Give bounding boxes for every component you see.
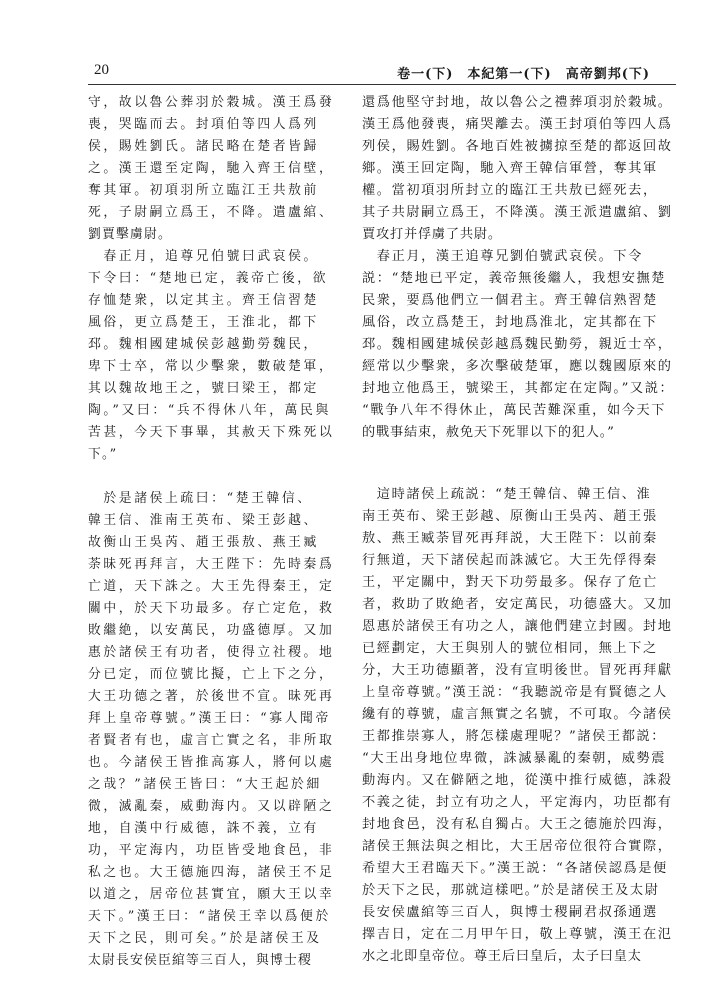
text-line: 死，子尉嗣立爲王，不降。遣盧綰、 bbox=[88, 205, 335, 220]
text-line: 鄉。漢王回定陶，馳入齊王韓信軍營，奪其軍 bbox=[362, 161, 658, 176]
text-line: 賈攻打并俘虜了共尉。 bbox=[362, 227, 502, 242]
classical-text-column bbox=[88, 92, 346, 972]
text-line: 春正月，追尊兄伯號曰武哀侯。 bbox=[88, 249, 319, 264]
text-line: 封地立他爲王，號梁王，其都定在定陶。”又説： bbox=[362, 381, 675, 396]
text-line: 漢王爲他發喪，痛哭離去。漢王封項伯等四人爲 bbox=[362, 117, 673, 132]
paragraph-gap bbox=[362, 444, 678, 484]
text-line: 故衡山王吳芮、趙王張敖、燕王臧 bbox=[88, 535, 319, 550]
text-line: 者，救助了敗絶者，安定萬民，功德盛大。又加 bbox=[362, 597, 673, 612]
text-line: 不義之徒，封立有功之人，平定海内，功臣都有 bbox=[362, 795, 673, 810]
translation-paragraph-2 bbox=[362, 246, 678, 444]
text-line: 惠於諸侯王有功者，使得立社稷。地 bbox=[88, 645, 335, 660]
text-line: 其子共尉嗣立爲王，不降漢。漢王派遣盧綰、劉 bbox=[362, 205, 673, 220]
text-line: 大王功德之著，於後世不宣。昧死再 bbox=[88, 689, 335, 704]
text-line: 還爲他堅守封地，故以魯公之禮葬項羽於穀城。 bbox=[362, 95, 673, 110]
text-line: 以道之，居帝位甚實宜，願大王以幸 bbox=[88, 887, 335, 902]
text-line: 苦甚，今天下事畢，其赦天下殊死以 bbox=[88, 425, 335, 440]
text-line: 地，自漢中行威德，誅不義，立有 bbox=[88, 821, 319, 836]
text-line: 王都推崇寡人，將怎樣處理呢？”諸侯王都説： bbox=[362, 729, 667, 744]
text-line: 行無道，天下諸侯起而誅滅它。大王先俘得秦 bbox=[362, 553, 658, 568]
text-line: 微，滅亂秦，威動海内。又以辟陋之 bbox=[88, 799, 335, 814]
text-line: 經常以少擊衆，多次擊破楚軍，應以魏國原來的 bbox=[362, 359, 673, 374]
text-line: 恩惠於諸侯王有功之人，讓他們建立封國。封地 bbox=[362, 619, 673, 634]
text-line: 封地食邑，没有私自獨占。大王之德施於四海， bbox=[362, 817, 673, 832]
running-title: 卷一(下) 本紀第一(下) 高帝劉邦(下) bbox=[397, 67, 650, 82]
text-line: “戰争八年不得休止，萬民苦難深重，如今天下 bbox=[362, 403, 667, 418]
classical-paragraph-2 bbox=[88, 246, 346, 466]
text-line: 分，大王功德顯著，没有宣明後世。冒死再拜獻 bbox=[362, 663, 673, 678]
translation-column bbox=[362, 92, 678, 968]
text-line: 侯，賜姓劉氏。諸民略在楚者皆歸 bbox=[88, 139, 319, 154]
text-line: 於天下之民，那就這樣吧。”於是諸侯王及太尉 bbox=[362, 883, 660, 898]
text-line: 荼昧死再拜言，大王陛下：先時秦爲 bbox=[88, 557, 335, 572]
text-line: 之。漢王還至定陶，馳入齊王信壁， bbox=[88, 161, 335, 176]
text-line: 守，故以魯公葬羽於穀城。漢王爲發 bbox=[88, 95, 335, 110]
text-line: 太尉長安侯臣綰等三百人，與博士稷 bbox=[88, 953, 312, 968]
text-line: 喪，哭臨而去。封項伯等四人爲列 bbox=[88, 117, 319, 132]
text-line: 長安侯盧綰等三百人，與博士稷嗣君叔孫通選 bbox=[362, 905, 658, 920]
text-line: 已經劃定，大王與别人的號位相同，無上下之 bbox=[362, 641, 658, 656]
text-line: 於是諸侯上疏曰：“楚王韓信、 bbox=[88, 491, 313, 506]
paragraph-gap bbox=[88, 466, 346, 488]
text-line: 奪其軍。初項羽所立臨江王共敖前 bbox=[88, 183, 319, 198]
text-line: 劉賈擊虜尉。 bbox=[88, 227, 172, 242]
text-line: 之哉？”諸侯王皆曰：“大王起於細 bbox=[88, 777, 322, 792]
text-line: 春正月，漢王追尊兄劉伯號武哀侯。下令 bbox=[362, 249, 643, 264]
text-line: 上皇帝尊號。”漢王説：“我聽説帝是有賢德之人 bbox=[362, 685, 668, 700]
text-line: 動海内。又在僻陋之地，從漢中推行威德，誅殺 bbox=[362, 773, 673, 788]
text-line: 纔有的尊號，虛言無實之名號，不可取。今諸侯 bbox=[362, 707, 673, 722]
text-line: 者賢者有也，虛言亡實之名，非所取 bbox=[88, 733, 335, 748]
text-line: “大王出身地位卑微，誅滅暴亂的秦朝，威勢震 bbox=[362, 751, 667, 766]
text-line: 列侯，賜姓劉。各地百姓被擄掠至楚的都返回故 bbox=[362, 139, 673, 154]
text-line: 説：“楚地已平定，義帝無後繼人，我想安撫楚 bbox=[362, 271, 667, 286]
text-line: 拜上皇帝尊號。”漢王曰：“寡人聞帝 bbox=[88, 711, 331, 726]
text-line: 敖、燕王臧荼冒死再拜説，大王陛下：以前秦 bbox=[362, 531, 658, 546]
text-line: 天下。”漢王曰：“諸侯王幸以爲便於 bbox=[88, 909, 331, 924]
text-line: 王，平定關中，對天下功勞最多。保存了危亡 bbox=[362, 575, 658, 590]
text-line: 這時諸侯上疏説：“楚王韓信、韓王信、淮 bbox=[362, 487, 652, 502]
text-line: 南王英布、梁王彭越、原衡山王吳芮、趙王張 bbox=[362, 509, 658, 524]
page-number: 20 bbox=[94, 62, 109, 78]
text-line: 民衆，要爲他們立一個君主。齊王韓信熟習楚 bbox=[362, 293, 658, 308]
translation-paragraph-3 bbox=[362, 484, 678, 968]
text-line: 天下之民，則可矣。”於是諸侯王及 bbox=[88, 931, 322, 946]
classical-paragraph-1 bbox=[88, 92, 346, 246]
text-line: 私之也。大王德施四海，諸侯王不足 bbox=[88, 865, 335, 880]
text-line: 分已定，而位號比擬，亡上下之分， bbox=[88, 667, 335, 682]
text-line: 卑下士卒，常以少擊衆，數破楚軍， bbox=[88, 359, 335, 374]
text-line: 功，平定海内，功臣皆受地食邑，非 bbox=[88, 843, 335, 858]
text-line: 韓王信、淮南王英布、梁王彭越、 bbox=[88, 513, 319, 528]
text-line: 邳。魏相國建城侯彭越爲魏民勤勞，親近士卒， bbox=[362, 337, 673, 352]
header-rule bbox=[88, 84, 676, 85]
running-header bbox=[88, 62, 678, 84]
text-line: 水之北即皇帝位。尊王后曰皇后，太子曰皇太 bbox=[362, 949, 642, 964]
text-line: 其以魏故地王之，號曰梁王，都定 bbox=[88, 381, 319, 396]
text-line: 敗繼絶，以安萬民，功盛德厚。又加 bbox=[88, 623, 335, 638]
text-line: 存恤楚衆，以定其主。齊王信習楚 bbox=[88, 293, 319, 308]
text-line: 諸侯王無法與之相比，大王居帝位很符合實際， bbox=[362, 839, 673, 854]
text-line: 邳。魏相國建城侯彭越勤勞魏民， bbox=[88, 337, 319, 352]
classical-paragraph-3 bbox=[88, 488, 346, 972]
text-line: 下令曰：“楚地已定，義帝亡後，欲 bbox=[88, 271, 329, 286]
text-line: 也。今諸侯王皆推高寡人，將何以處 bbox=[88, 755, 335, 770]
text-line: 風俗，改立爲楚王，封地爲淮北，定其都在下 bbox=[362, 315, 658, 330]
text-line: 權。當初項羽所封立的臨江王共敖已經死去， bbox=[362, 183, 658, 198]
text-line: 希望大王君臨天下。”漢王説：“各諸侯認爲是便 bbox=[362, 861, 668, 876]
text-line: 關中，於天下功最多。存亡定危，救 bbox=[88, 601, 335, 616]
text-line: 擇吉日，定在二月甲午日，敬上尊號，漢王在氾 bbox=[362, 927, 673, 942]
text-line: 下。” bbox=[88, 447, 118, 462]
translation-paragraph-1 bbox=[362, 92, 678, 246]
text-line: 的戰事結束，赦免天下死罪以下的犯人。” bbox=[362, 425, 615, 440]
text-line: 亡道，天下誅之。大王先得秦王，定 bbox=[88, 579, 335, 594]
text-line: 陶。”又曰：“兵不得休八年，萬民與 bbox=[88, 403, 331, 418]
text-line: 風俗，更立爲楚王，王淮北，都下 bbox=[88, 315, 319, 330]
